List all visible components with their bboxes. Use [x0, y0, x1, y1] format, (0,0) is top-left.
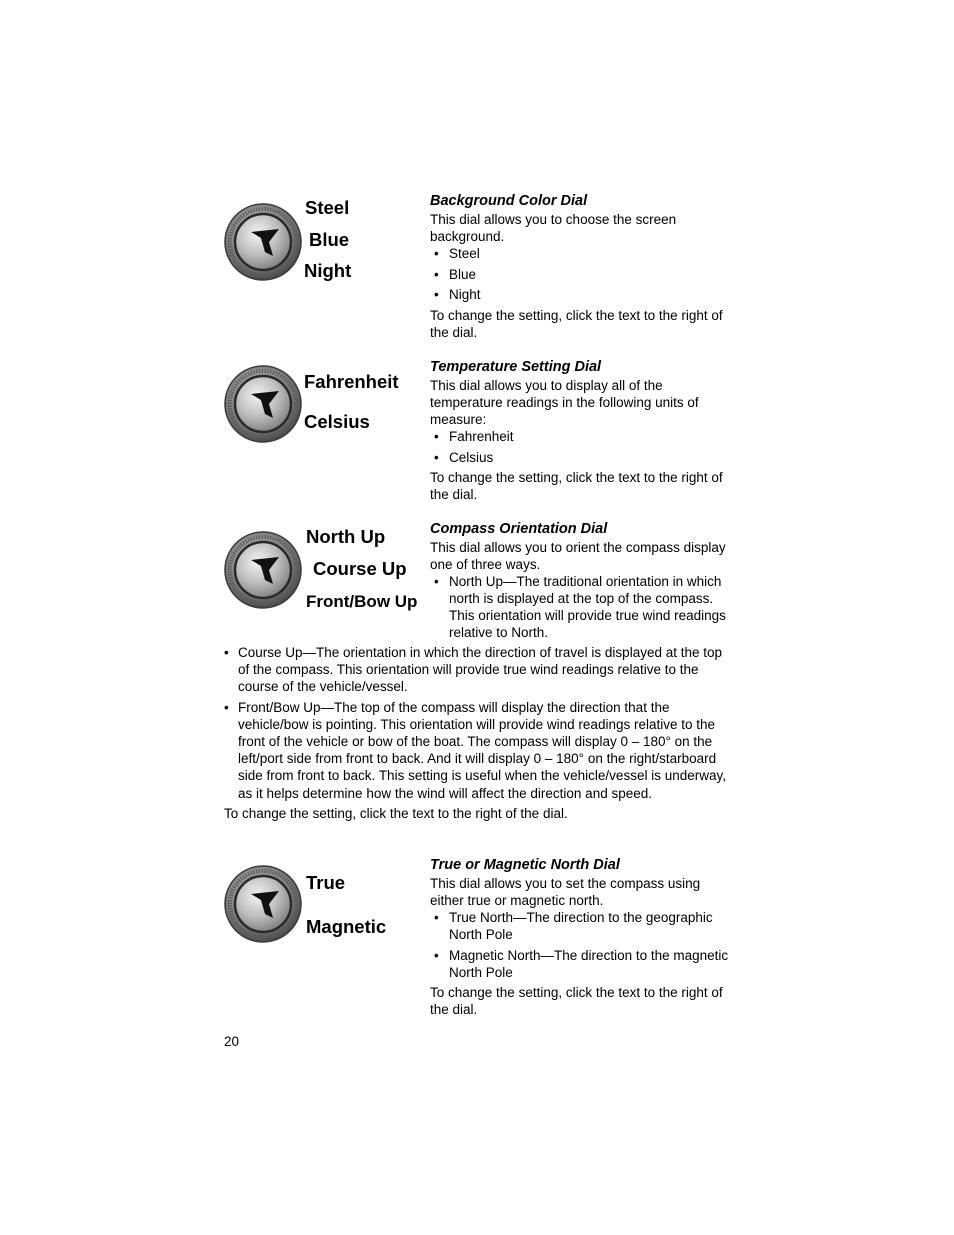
- list-item: • Night: [430, 286, 730, 303]
- option-night[interactable]: Night: [304, 260, 352, 281]
- list-item: • North Up—The traditional orientation in which north is displayed at the top of the compass. This orientation will provide true wind readings relative to North.: [430, 573, 730, 641]
- section-heading: Temperature Setting Dial: [430, 359, 602, 375]
- true-magnetic-description: [430, 856, 730, 1018]
- option-north-up[interactable]: North Up: [306, 526, 386, 547]
- option-blue[interactable]: Blue: [309, 229, 350, 250]
- section-intro: This dial allows you to set the compass using either true or magnetic north.: [430, 876, 701, 908]
- list-item: • Fahrenheit: [430, 428, 730, 445]
- section-intro: This dial allows you to orient the compass display one of three ways.: [430, 540, 726, 572]
- option-list: [430, 245, 730, 303]
- compass-orientation-description: [430, 520, 730, 641]
- option-list: [430, 909, 730, 981]
- list-item: • Blue: [430, 266, 730, 283]
- section-instruction: To change the setting, click the text to the right of the dial.: [430, 470, 723, 502]
- section-heading: Background Color Dial: [430, 193, 588, 209]
- compass-orientation-dial-icon: [223, 530, 303, 610]
- section-instruction: To change the setting, click the text to the right of the dial.: [430, 985, 723, 1017]
- background-color-dial-icon: [223, 202, 303, 282]
- temperature-dial-icon: [223, 364, 303, 444]
- option-front-bow-up[interactable]: Front/Bow Up: [306, 592, 418, 611]
- section-heading: True or Magnetic North Dial: [430, 857, 620, 873]
- page-number: 20: [224, 1034, 240, 1049]
- section-heading: Compass Orientation Dial: [430, 521, 608, 537]
- temperature-description: [430, 358, 730, 503]
- option-celsius[interactable]: Celsius: [304, 411, 370, 432]
- option-magnetic[interactable]: Magnetic: [306, 916, 387, 937]
- list-item: • Magnetic North—The direction to the magnetic North Pole: [430, 947, 730, 981]
- list-item: • Front/Bow Up—The top of the compass will display the direction that the vehicle/bow is pointing. This orientation will provide wind readings relative to the front of the vehicle or bow of the boat. The compass will display 0 – 180° on the left/port side from front to back. And it will display 0 – 180° on the right/starboard side from front to back. This setting is useful when the vehicle/vessel is underway, as it helps determine how the wind will affect the direction and speed.: [224, 699, 732, 802]
- option-fahrenheit[interactable]: Fahrenheit: [304, 371, 399, 392]
- option-steel[interactable]: Steel: [305, 197, 350, 218]
- list-item: • True North—The direction to the geographic North Pole: [430, 909, 730, 943]
- option-true[interactable]: True: [306, 872, 346, 893]
- true-magnetic-dial-icon: [223, 864, 303, 944]
- list-item: • Course Up—The orientation in which the direction of travel is displayed at the top of the compass. This orientation will provide true wind readings relative to the course of the vehicle/vessel.: [224, 644, 732, 696]
- list-item: • Steel: [430, 245, 730, 262]
- list-item: • Celsius: [430, 449, 730, 466]
- section-instruction: To change the setting, click the text to the right of the dial.: [430, 307, 723, 340]
- option-course-up[interactable]: Course Up: [313, 558, 407, 579]
- compass-orientation-continued: [224, 644, 732, 822]
- section-intro: This dial allows you to choose the screen background.: [430, 212, 677, 244]
- section-intro: This dial allows you to display all of the temperature readings in the following units of measure:: [430, 378, 699, 427]
- background-color-description: [430, 192, 730, 341]
- option-list: [430, 428, 730, 466]
- option-list: [224, 644, 732, 802]
- section-instruction: To change the setting, click the text to the right of the dial.: [224, 805, 568, 821]
- option-list: [430, 573, 730, 641]
